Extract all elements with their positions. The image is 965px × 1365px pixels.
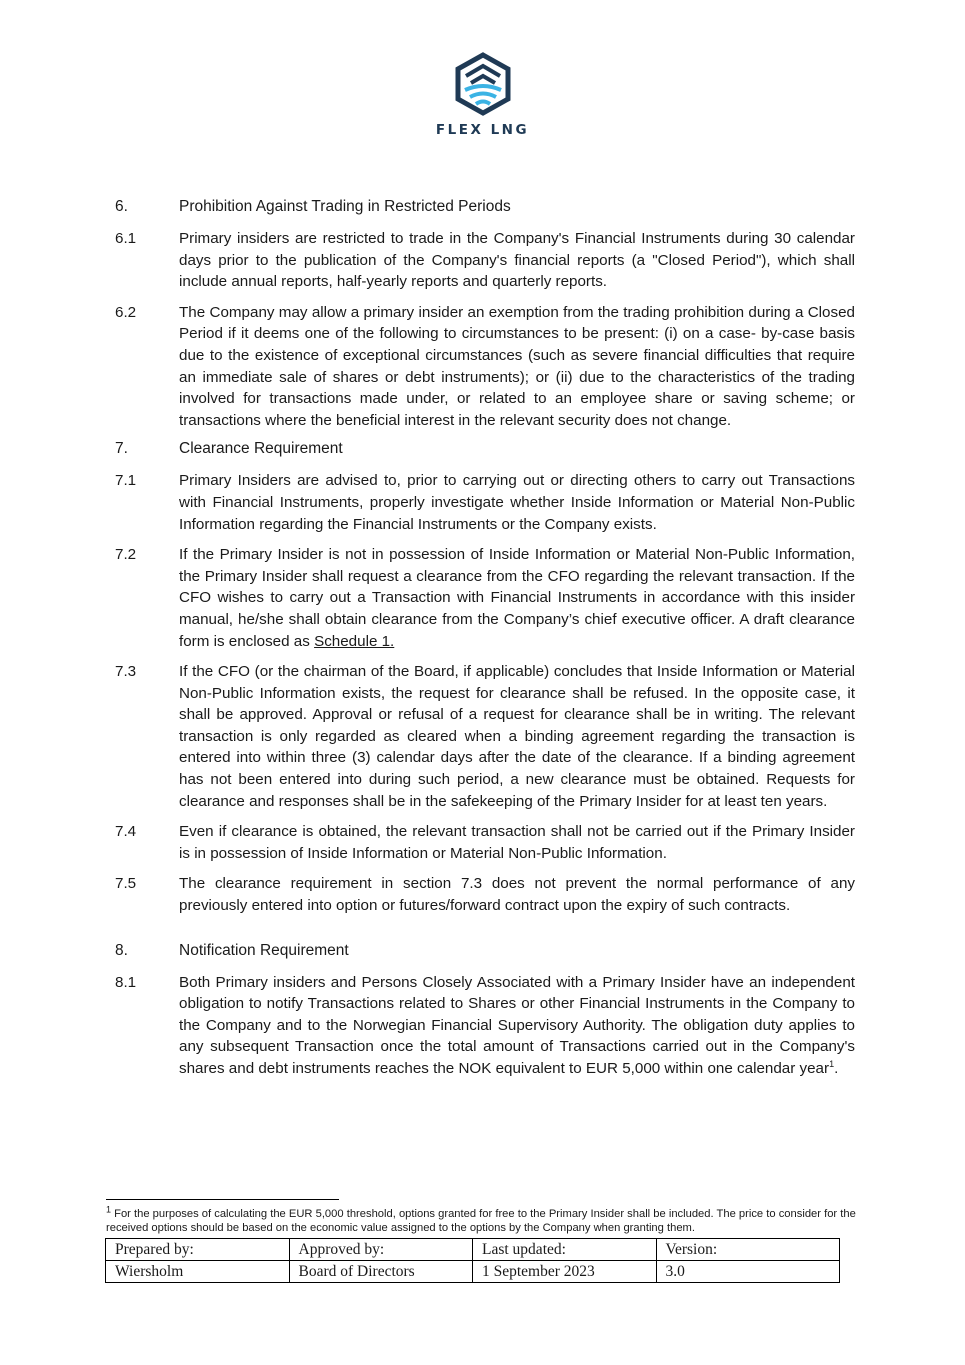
table-cell: Board of Directors: [289, 1261, 473, 1283]
table-cell: Wiersholm: [106, 1261, 290, 1283]
clause-number: 8.1: [115, 973, 137, 991]
table-cell: 3.0: [656, 1261, 840, 1283]
document-control-table: [105, 1238, 840, 1283]
clause-text: The clearance requirement in section 7.3 does not prevent the normal performance of any previously entered into option or futures/forward contract upon the expiry of such contracts.: [179, 875, 855, 915]
table-header-cell: Approved by:: [289, 1239, 473, 1261]
clause-text-main: Both Primary insiders and Persons Closely Associated with a Primary Insider have an independent obligation to notify Transactions related to Shares or other Financial Instruments in the Company to the Company and to the Norwegian Financial Supervisory Authority. The obligation duty applies to any subsequent Transaction once the total amount of Transactions carried out in the Company's shares and debt instruments reaches the NOK equivalent to EUR 5,000 within one calendar year: [179, 973, 855, 1077]
footnote-marker: 1: [106, 1204, 112, 1215]
footnote-text: For the purposes of calculating the EUR 5,000 threshold, options granted for free to the Primary Insider shall be included. The price to consider for the received options should be based on the economic value assigned to the options by the Company when granting them.: [106, 1208, 856, 1234]
clause-text: Primary insiders are restricted to trade in the Company's Financial Instruments during 30 calendar days prior to the publication of the Company's financial reports (a "Closed Period"), which shall include annual reports, half-yearly reports and quarterly reports.: [179, 230, 855, 291]
section-heading: [115, 198, 855, 216]
footnote-divider: [106, 1199, 339, 1200]
table-header-cell: Version:: [656, 1239, 840, 1261]
clause-text-main: If the Primary Insider is not in possession of Inside Information or Material Non-Public Information, the Primary Insider shall request a clearance from the CFO regarding the relevant transaction. If the CFO wishes to carry out a Transaction with Financial Instruments in accordance with this insider manual, he/she shall obtain clearance from the Company’s chief executive officer. A draft clearance form is enclosed as: [179, 546, 855, 650]
clause: [115, 302, 855, 432]
clause-number: 7.3: [115, 663, 137, 681]
logo-wordmark: FLEX LNG: [435, 122, 530, 138]
clause-text: Even if clearance is obtained, the relevant transaction shall not be carried out if the Primary Insider is in possession of Inside Information or Material Non-Public Information.: [179, 823, 855, 862]
clause: [115, 972, 855, 1080]
clause-text: Primary Insiders are advised to, prior to carrying out or directing others to carry out Transactions with Financial Instruments, properly investigate whether Inside Information or Material Non-Public Information regarding the Financial Instruments or the Company exists.: [179, 472, 855, 533]
section-title: Clearance Requirement: [179, 440, 343, 458]
section-number: 7.: [115, 440, 128, 458]
table-header-cell: Prepared by:: [106, 1239, 290, 1261]
table-header-cell: Last updated:: [473, 1239, 657, 1261]
footnote-reference[interactable]: 1: [829, 1058, 835, 1069]
flex-lng-emblem-icon: [453, 52, 513, 116]
section-heading: [115, 942, 855, 960]
clause-text: The Company may allow a primary insider an exemption from the trading prohibition during a Closed Period if it deems one of the following to circumstances to be present: (i) on a case- by-case basis due to the existence of exceptional circumstances (such as severe financial difficulties that require an immediate sale of shares or debt instruments); or (ii) due to the characteristics of the trading involved for transactions made under, or related to an employee share or saving scheme; or transactions where the beneficial interest in the relevant security does not change.: [179, 303, 855, 429]
clause-number: 7.1: [115, 472, 137, 490]
clause: [115, 873, 855, 916]
clause-text: [179, 544, 855, 652]
clause: [115, 661, 855, 812]
clause: [115, 470, 855, 535]
section-number: 8.: [115, 941, 128, 959]
clause-number: 7.2: [115, 546, 137, 564]
clause-text-end: .: [834, 1060, 839, 1077]
clause-text: If the CFO (or the chairman of the Board, if applicable) concludes that Inside Information or Material Non-Public Information exists, the request for clearance shall be refused. In the opposite case, it shall be approved. Approval or refusal of a request for clearance shall be in writing. The relevant transaction is only regarded as cleared when a binding agreement regarding the transaction is entered into within three (3) calendar days after the date of the clearance. If a binding agreement has not been entered into during such period, a new clearance must be obtained. Requests for clearance and responses shall be in the safekeeping of the Primary Insider for at least ten years.: [179, 663, 855, 810]
footnote: [106, 1204, 866, 1235]
document-body: [115, 198, 855, 1089]
clause-number: 7.5: [115, 875, 137, 893]
clause: [115, 228, 855, 293]
section-title: Notification Requirement: [179, 941, 349, 959]
clause-number: 6.1: [115, 230, 137, 247]
clause: [115, 544, 855, 652]
section-number: 6.: [115, 198, 128, 215]
clause-number: 6.2: [115, 303, 137, 321]
company-logo: [0, 52, 965, 138]
table-row: [106, 1261, 840, 1283]
schedule-1-link[interactable]: Schedule 1.: [314, 632, 395, 650]
table-cell: 1 September 2023: [473, 1261, 657, 1283]
clause: [115, 821, 855, 864]
section-heading: [115, 440, 855, 458]
clause-number: 7.4: [115, 823, 137, 841]
clause-text: [179, 972, 855, 1080]
table-header-row: [106, 1239, 840, 1261]
section-title: Prohibition Against Trading in Restricted Periods: [179, 198, 511, 215]
spacer: [115, 926, 855, 942]
